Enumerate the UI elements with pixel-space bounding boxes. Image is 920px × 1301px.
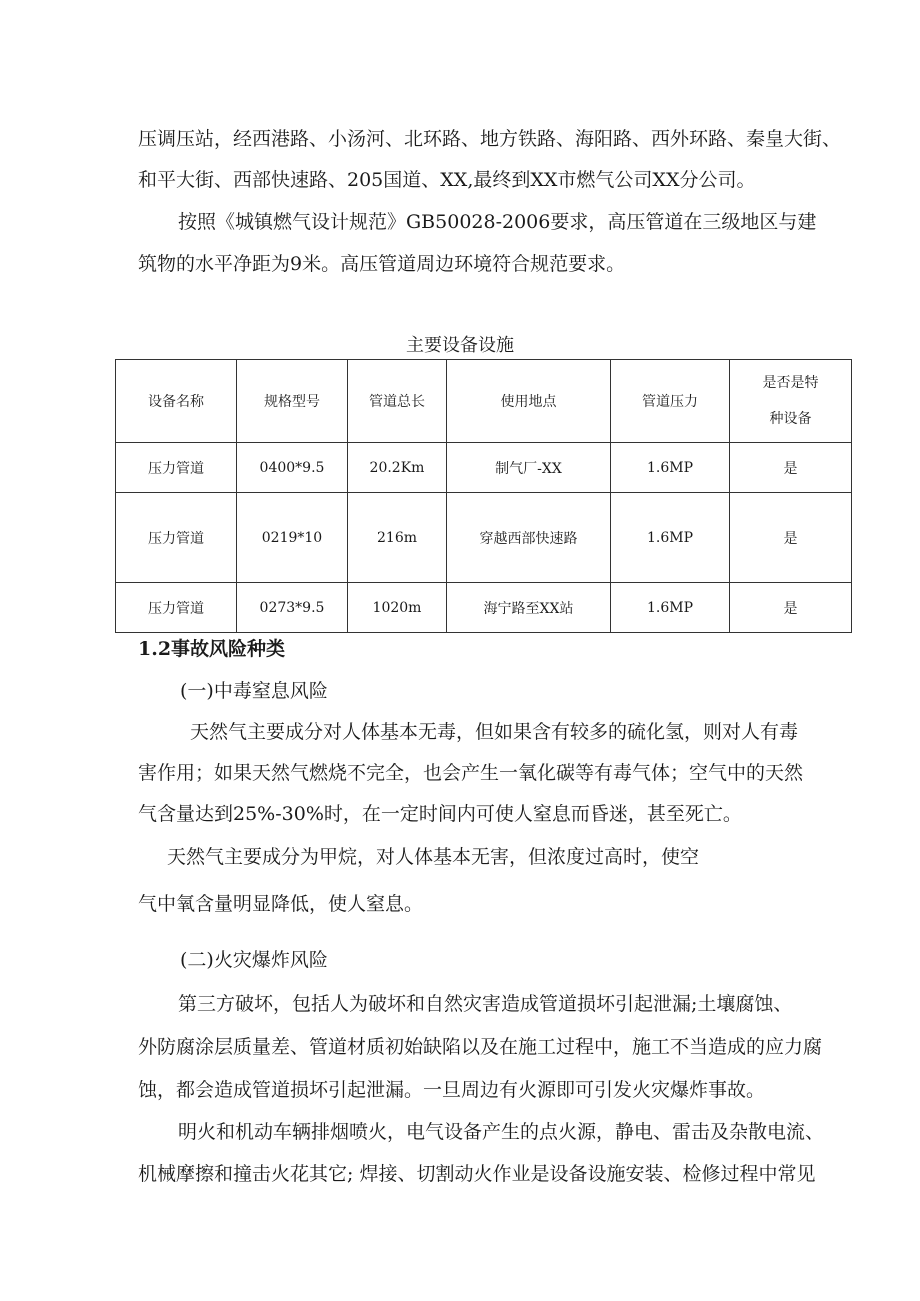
table-cell: 1.6MP	[611, 443, 730, 493]
paragraph-line: 筑物的水平净距为9米。高压管道周边环境符合规范要求。	[138, 253, 626, 275]
table-cell: 是	[730, 493, 852, 583]
table-cell: 1.6MP	[611, 583, 730, 633]
table-row	[116, 583, 852, 633]
section-title: 1.2事故风险种类	[138, 638, 286, 660]
table-cell: 压力管道	[116, 493, 237, 583]
table-cell: 0273*9.5	[237, 583, 348, 633]
paragraph-line: 蚀，都会造成管道损坏引起泄漏。一旦周边有火源即可引发火灾爆炸事故。	[138, 1079, 766, 1101]
table-cell: 是	[730, 583, 852, 633]
table-row	[116, 493, 852, 583]
table-cell: 0400*9.5	[237, 443, 348, 493]
paragraph-line: 气中氧含量明显降低，使人窒息。	[138, 893, 424, 915]
table-cell: 20.2Km	[348, 443, 447, 493]
header-special-line2: 种设备	[769, 411, 812, 427]
table-header-row	[116, 360, 852, 443]
table-cell: 是	[730, 443, 852, 493]
table-cell: 1.6MP	[611, 493, 730, 583]
paragraph-line: 外防腐涂层质量差、管道材质初始缺陷以及在施工过程中，施工不当造成的应力腐	[138, 1036, 823, 1058]
table-cell: 0219*10	[237, 493, 348, 583]
paragraph-line: 第三方破坏，包括人为破坏和自然灾害造成管道损坏引起泄漏;土壤腐蚀、	[178, 993, 793, 1015]
table-cell: 压力管道	[116, 583, 237, 633]
equipment-table	[115, 359, 852, 633]
table-caption: 主要设备设施	[406, 335, 514, 356]
header-cell: 规格型号	[237, 360, 348, 443]
paragraph-line: 压调压站，经西港路、小汤河、北环路、地方铁路、海阳路、西外环路、秦皇大街、	[138, 128, 842, 150]
paragraph-line: 天然气主要成分为甲烷，对人体基本无害，但浓度过高时，使空	[167, 846, 700, 868]
paragraph-line: 机械摩擦和撞击火花其它; 焊接、切割动火作业是设备设施安装、检修过程中常见	[138, 1163, 816, 1185]
paragraph-line: 害作用；如果天然气燃烧不完全，也会产生一氧化碳等有毒气体；空气中的天然	[138, 762, 804, 784]
header-cell: 设备名称	[116, 360, 237, 443]
table-cell: 压力管道	[116, 443, 237, 493]
paragraph-line: 按照《城镇燃气设计规范》GB50028-2006要求，高压管道在三级地区与建	[178, 211, 817, 233]
table-cell: 216m	[348, 493, 447, 583]
header-special-line1: 是否是特	[762, 375, 819, 391]
table-cell: 海宁路至XX站	[447, 583, 611, 633]
table-cell: 制气厂-XX	[447, 443, 611, 493]
header-cell: 管道压力	[611, 360, 730, 443]
subsection-title: (一)中毒窒息风险	[180, 680, 328, 702]
table-row	[116, 443, 852, 493]
header-cell-special	[730, 360, 852, 443]
paragraph-line: 和平大街、西部快速路、205国道、XX,最终到XX市燃气公司XX分公司。	[138, 169, 756, 191]
table-cell: 1020m	[348, 583, 447, 633]
header-cell: 使用地点	[447, 360, 611, 443]
header-cell: 管道总长	[348, 360, 447, 443]
table-cell: 穿越西部快速路	[447, 493, 611, 583]
paragraph-line: 天然气主要成分对人体基本无毒，但如果含有较多的硫化氢，则对人有毒	[190, 721, 799, 743]
paragraph-line: 气含量达到25%-30%时，在一定时间内可使人窒息而昏迷，甚至死亡。	[138, 803, 742, 825]
subsection-title: (二)火灾爆炸风险	[180, 949, 328, 971]
paragraph-line: 明火和机动车辆排烟喷火，电气设备产生的点火源，静电、雷击及杂散电流、	[178, 1121, 825, 1143]
